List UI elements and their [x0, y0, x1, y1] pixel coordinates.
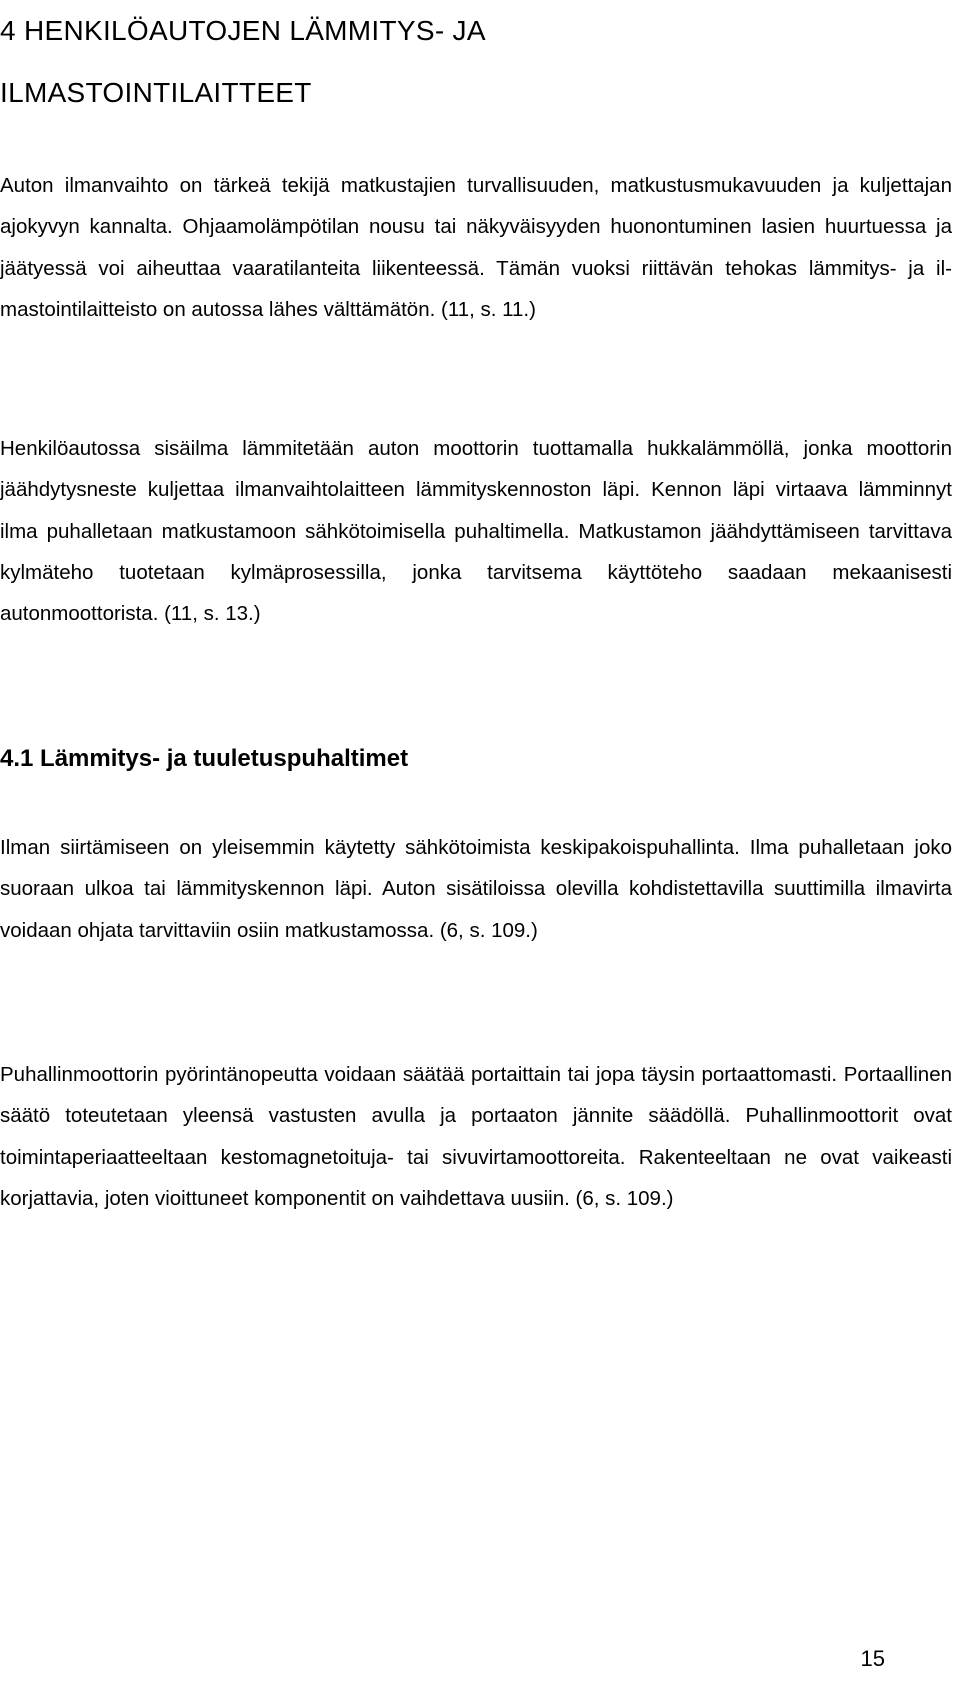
section-paragraph-1: Ilman siirtämiseen on yleisemmin käytetty sähkötoimista keskipakoispuhallinta. Ilma puhalletaan joko suoraan ulkoa tai lämmityskennon läpi. Auton sisätiloissa olevilla kohdistettavilla suuttimilla ilmavirta voidaan ohjata tarvittaviin osiin matkustamossa. (6, s. 109.) [0, 836, 952, 942]
page-number: 15 [860, 1646, 885, 1671]
chapter-title-line-1: 4 HENKILÖAUTOJEN LÄMMITYS- JA [0, 15, 486, 46]
chapter-title-line-2: ILMASTOINTILAITTEET [0, 77, 312, 108]
body-paragraph-2: Henkilöautossa sisäilma lämmitetään auton moottorin tuottamalla hukkalämmöllä, jonka moottorin jäähdytysneste kuljettaa ilmanvaihtolaitteen lämmityskennoston läpi. Kennon läpi virtaava lämminnyt ilma puhalletaan matkustamoon sähkötoimisella puhaltimella. Matkustamon jäähdyttämiseen tarvittava kylmäteho tuotetaan kylmäprosessilla, jonka tarvitsema käyttöteho saadaan mekaanisesti autonmoottorista. (11, s. 13.) [0, 437, 952, 626]
section-paragraph-2: Puhallinmoottorin pyörintänopeutta voidaan säätää portaittain tai jopa täysin portaattomasti. Portaallinen säätö toteutetaan yleensä vastusten avulla ja portaaton jännite säädöllä. Puhallinmoottorit ovat toimintaperiaatteeltaan kestomagnetoituja- tai sivuvirtamoottoreita. Rakenteeltaan ne ovat vaikeasti korjattavia, joten vioittuneet komponentit on vaihdettava uusiin. (6, s. 109.) [0, 1063, 952, 1210]
body-paragraph-1: Auton ilmanvaihto on tärkeä tekijä matkustajien turvallisuuden, matkustusmukavuuden ja kuljettajan ajokyvyn kannalta. Ohjaamolämpötilan nousu tai näkyväisyyden huonontuminen lasien huurtuessa ja jäätyessä voi aiheuttaa vaaratilanteita liikenteessä. Tämän vuoksi riittävän tehokas lämmitys- ja ilmastointilaitteisto on autossa lähes välttämätön. (11, s. 11.) [0, 174, 952, 321]
section-heading: 4.1 Lämmitys- ja tuuletuspuhaltimet [0, 745, 409, 772]
chapter-title [0, 0, 960, 124]
